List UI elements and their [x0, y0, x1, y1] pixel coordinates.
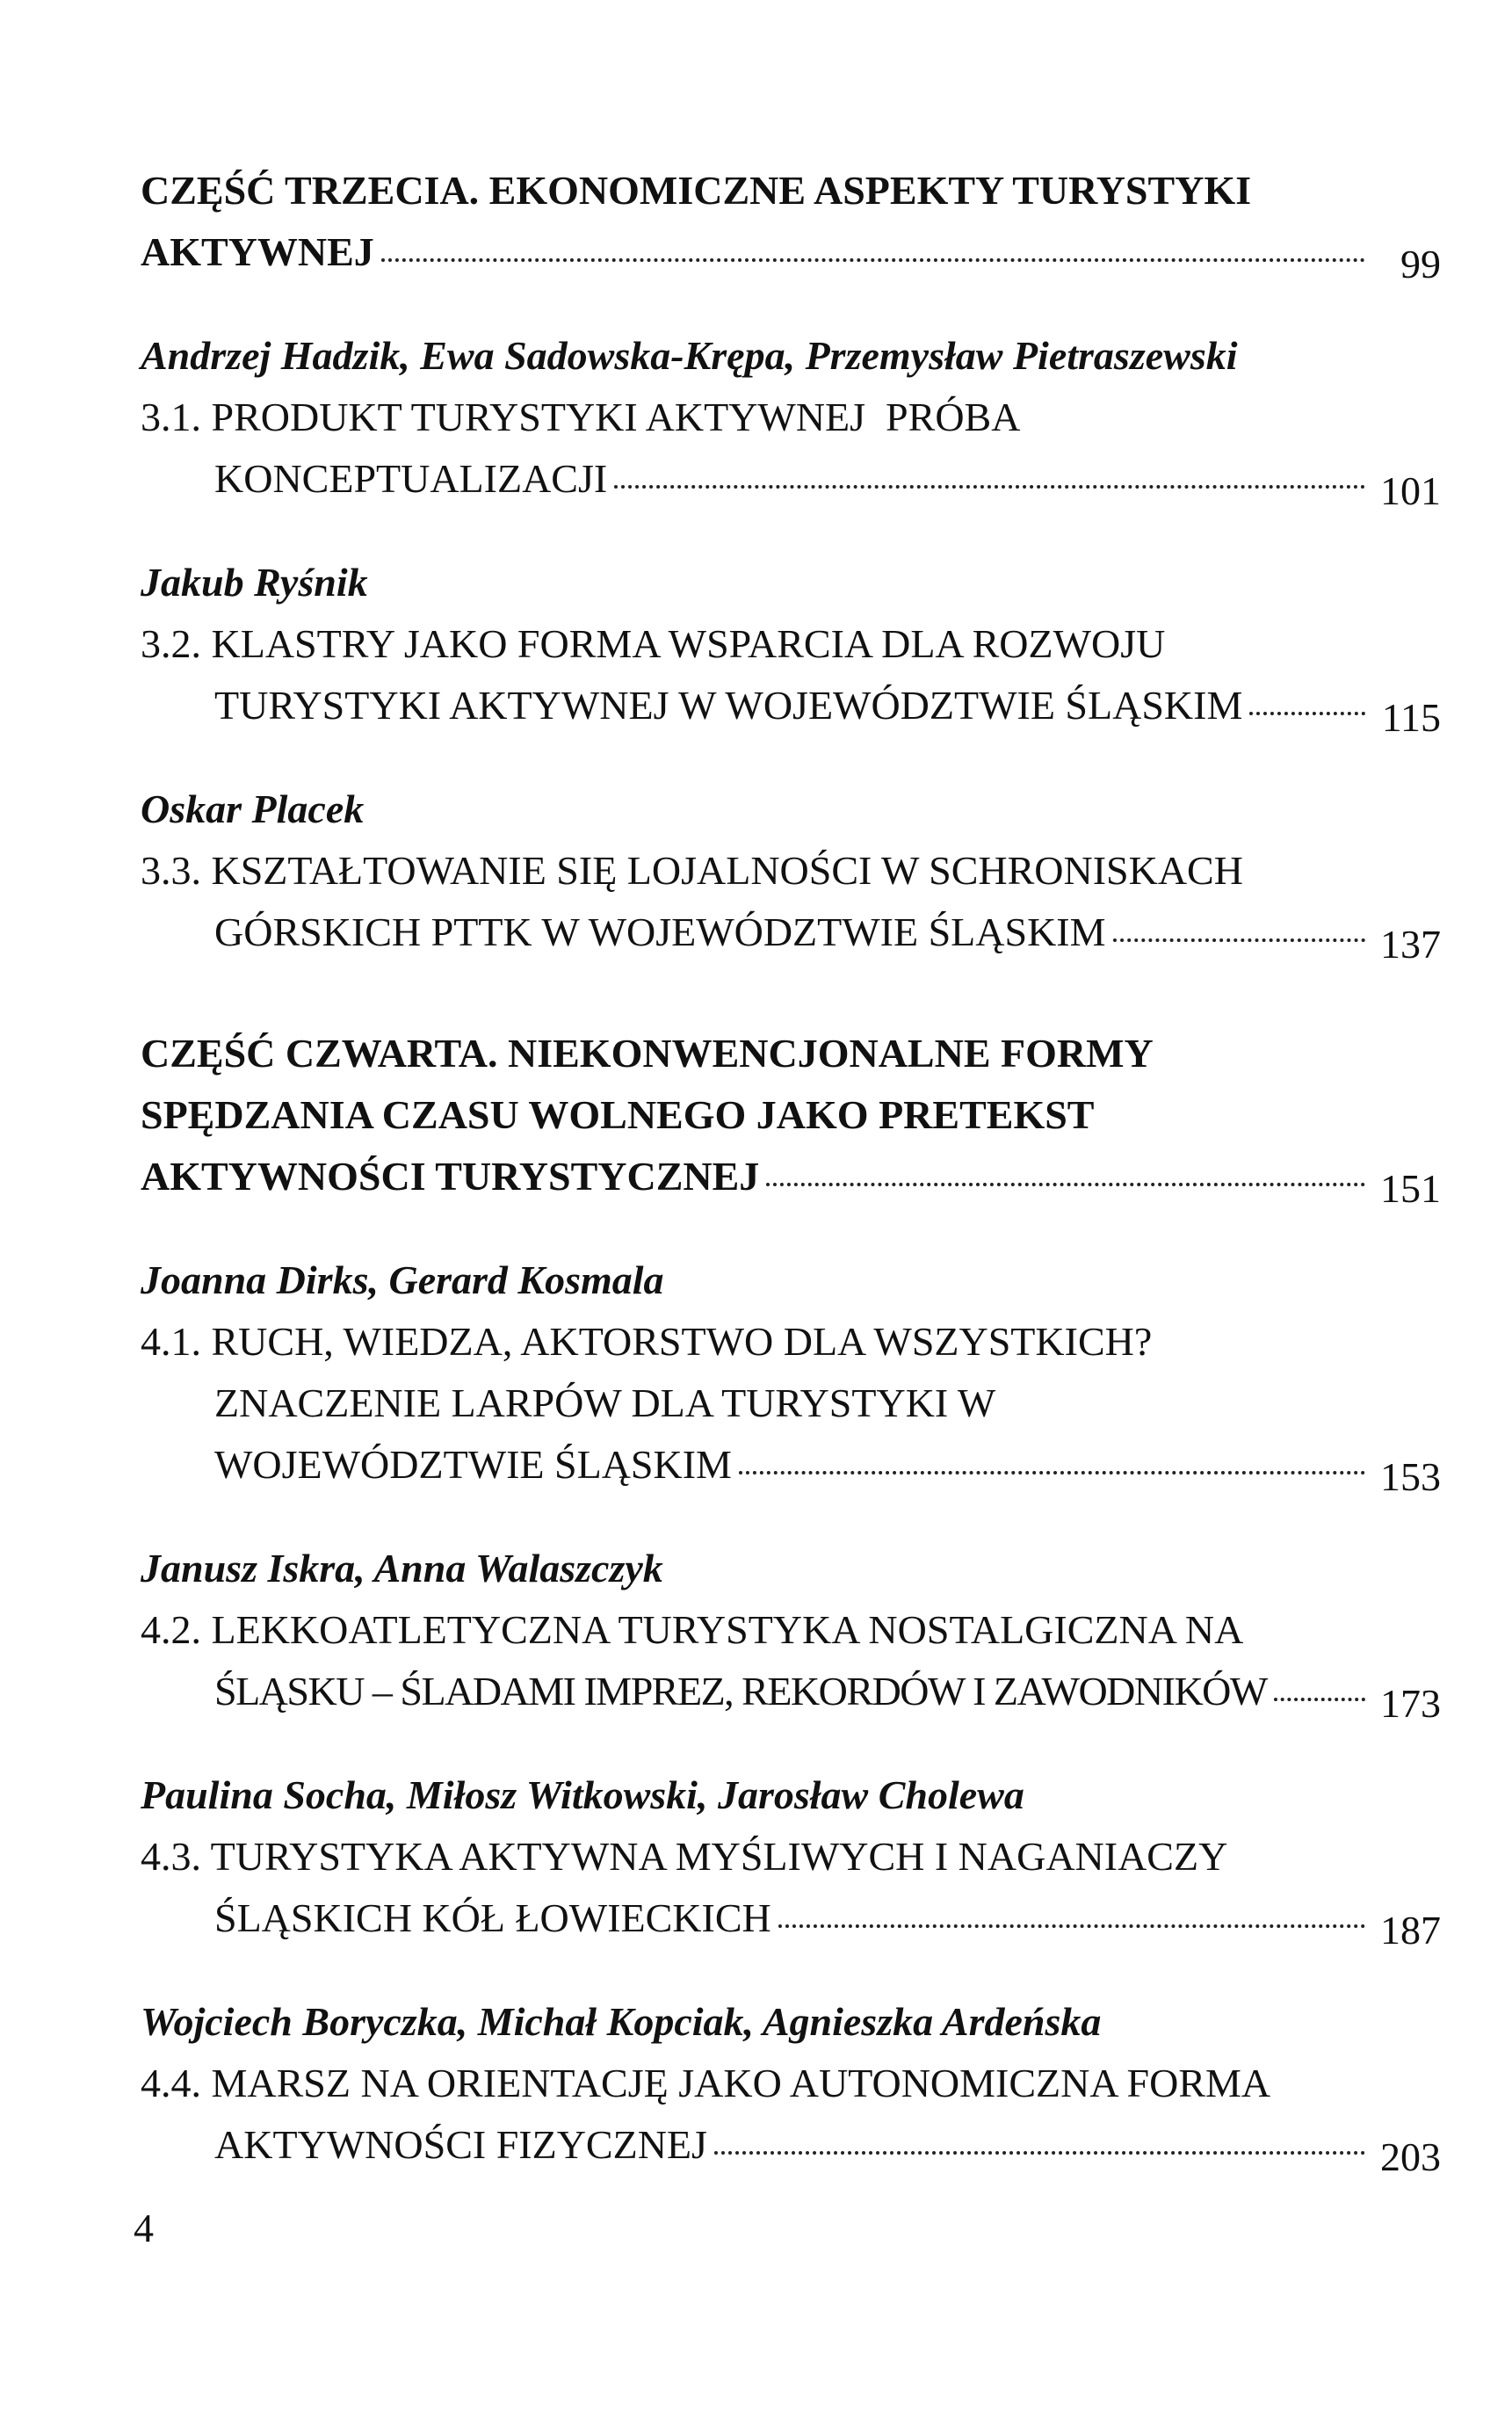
part3-heading-line1: CZĘŚĆ TRZECIA. EKONOMICZNE ASPEKTY TURYSTYKI: [141, 168, 1252, 213]
entry-4-2-title-text: ŚLĄSKU – ŚLADAMI IMPREZ, REKORDÓW I ZAWODNIKÓW: [214, 1669, 1267, 1714]
part4-heading-line1: CZĘŚĆ CZWARTA. NIEKONWENCJONALNE FORMY: [141, 1031, 1154, 1076]
entry-4-4-page-number: 203: [1380, 2134, 1441, 2179]
dot-leader: [714, 2151, 1365, 2155]
entry-3-3-authors: Oskar Placek: [141, 786, 365, 831]
entry-3-3-title-line1: 3.3. KSZTAŁTOWANIE SIĘ LOJALNOŚCI W SCHRONISKACH: [141, 848, 1243, 893]
entry-4-1-page-number: 153: [1380, 1454, 1441, 1499]
page-folio-number: 4: [134, 2206, 154, 2250]
entry-4-2-authors: Janusz Iskra, Anna Walaszczyk: [141, 1546, 663, 1590]
entry-4-4-authors: Wojciech Boryczka, Michał Kopciak, Agnieszka Ardeńska: [141, 1999, 1102, 2044]
dot-leader: [1113, 938, 1365, 942]
entry-3-1-title-line1: 3.1. PRODUKT TURYSTYKI AKTYWNEJ PRÓBA: [141, 395, 1021, 439]
entry-3-1-title-line2: [141, 448, 1441, 513]
entry-4-1-title-text: WOJEWÓDZTWIE ŚLĄSKIM: [214, 1442, 732, 1487]
entry-4-3-page-number: 187: [1380, 1908, 1441, 1953]
entry-4-3-title-text: ŚLĄSKICH KÓŁ ŁOWIECKICH: [214, 1895, 771, 1940]
entry-4-3-authors: Paulina Socha, Miłosz Witkowski, Jarosław Cholewa: [141, 1772, 1024, 1817]
dot-leader: [766, 1183, 1365, 1186]
dot-leader: [1249, 712, 1365, 715]
entry-3-3-title-text: GÓRSKICH PTTK W WOJEWÓDZTWIE ŚLĄSKIM: [214, 909, 1106, 954]
part3-page-number: 99: [1400, 242, 1441, 286]
entry-4-2-title-line1: 4.2. LEKKOATLETYCZNA TURYSTYKA NOSTALGICZNA NA: [141, 1607, 1244, 1652]
entry-4-4-title-line1: 4.4. MARSZ NA ORIENTACJĘ JAKO AUTONOMICZNA FORMA: [141, 2061, 1271, 2105]
part3-heading-line2: [141, 221, 1441, 286]
entry-3-2-title-text: TURYSTYKI AKTYWNEJ W WOJEWÓDZTWIE ŚLĄSKIM: [214, 683, 1243, 728]
entry-4-2-page-number: 173: [1380, 1681, 1441, 1726]
dot-leader: [778, 1924, 1365, 1928]
part4-heading-line2: SPĘDZANIA CZASU WOLNEGO JAKO PRETEKST: [141, 1092, 1095, 1137]
entry-4-1-title-line3: [141, 1434, 1441, 1499]
part3-heading-text: AKTYWNEJ: [141, 229, 374, 274]
entry-3-2-title-line1: 3.2. KLASTRY JAKO FORMA WSPARCIA DLA ROZWOJU: [141, 621, 1166, 666]
entry-4-1-title-line2: ZNACZENIE LARPÓW DLA TURYSTYKI W: [214, 1380, 996, 1425]
dot-leader: [739, 1471, 1365, 1474]
table-of-contents: [141, 160, 1441, 2179]
dot-leader: [1274, 1698, 1365, 1701]
entry-3-3-title-line2: [141, 902, 1441, 967]
entry-4-4-title-text: AKTYWNOŚCI FIZYCZNEJ: [214, 2122, 707, 2167]
part4-heading-line3: [141, 1146, 1441, 1211]
entry-3-2-page-number: 115: [1381, 695, 1441, 740]
dot-leader: [614, 485, 1365, 489]
entry-3-3-page-number: 137: [1380, 922, 1441, 967]
part4-page-number: 151: [1380, 1166, 1441, 1211]
entry-4-4-title-line2: [141, 2114, 1441, 2179]
entry-4-3-title-line2: [141, 1887, 1441, 1953]
entry-4-1-authors: Joanna Dirks, Gerard Kosmala: [141, 1257, 664, 1302]
entry-3-1-authors: Andrzej Hadzik, Ewa Sadowska-Krępa, Przemysław Pietraszewski: [141, 333, 1238, 378]
entry-4-1-title-line1: 4.1. RUCH, WIEDZA, AKTORSTWO DLA WSZYSTKICH?: [141, 1319, 1153, 1364]
entry-3-2-authors: Jakub Ryśnik: [141, 560, 368, 605]
entry-3-1-title-text: KONCEPTUALIZACJI: [214, 456, 608, 501]
entry-4-3-title-line1: 4.3. TURYSTYKA AKTYWNA MYŚLIWYCH I NAGANIACZY: [141, 1834, 1228, 1879]
entry-3-2-title-line2: [141, 675, 1441, 740]
entry-3-1-page-number: 101: [1380, 468, 1441, 513]
part4-heading-text: AKTYWNOŚCI TURYSTYCZNEJ: [141, 1154, 760, 1199]
entry-4-2-title-line2: [141, 1661, 1441, 1726]
dot-leader: [381, 258, 1365, 262]
